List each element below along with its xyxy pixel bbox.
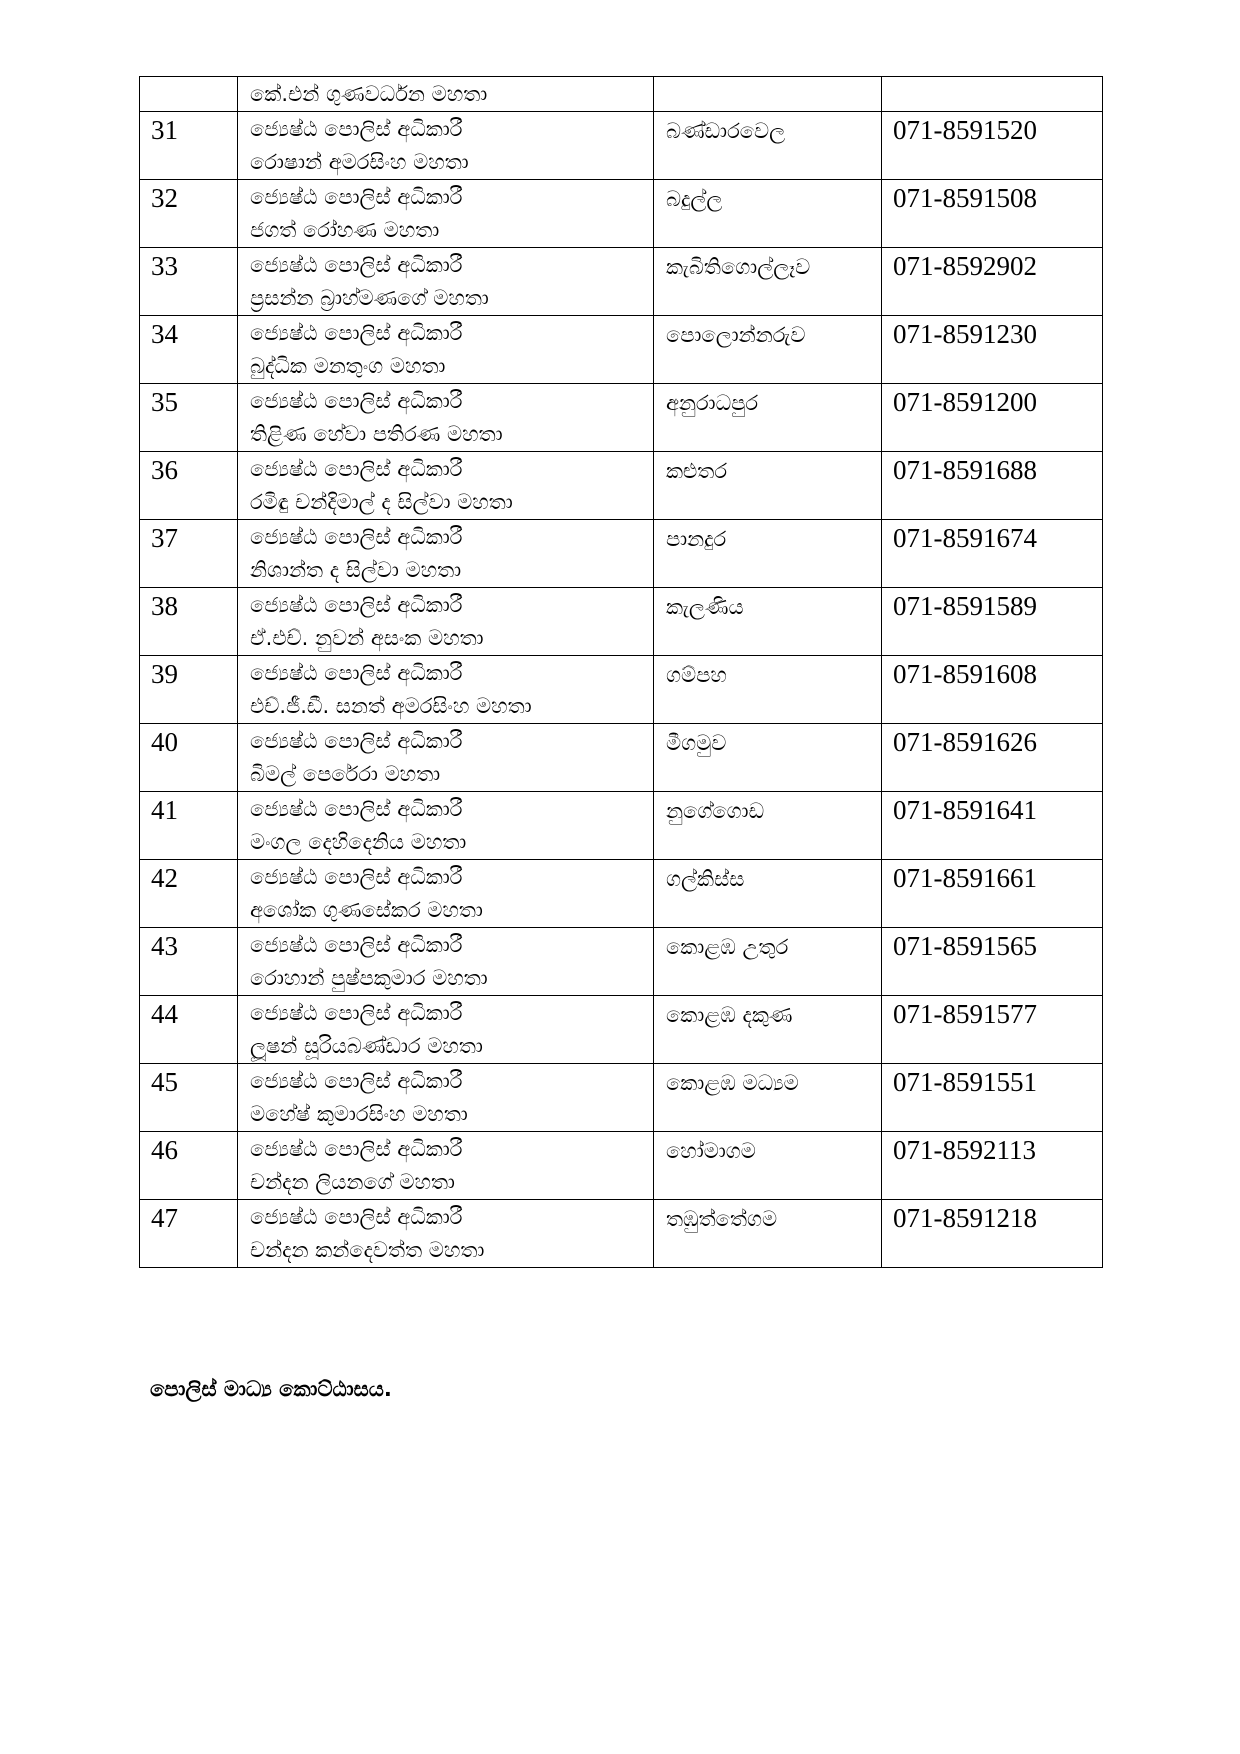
- phone-cell: [882, 588, 1103, 656]
- footer-signature: පොලිස් මාධ්‍ය කොට්ඨාසය.: [150, 1377, 392, 1401]
- phone-cell: [882, 452, 1103, 520]
- row-number-cell: [140, 316, 238, 384]
- table-row-continued: [140, 77, 1103, 112]
- officer-name-cell: [238, 520, 654, 588]
- row-number-cell: [140, 724, 238, 792]
- station-cell: [654, 792, 882, 860]
- row-number: 41: [151, 795, 178, 825]
- station-name: කැබිතිගොල්ලෑව: [666, 255, 811, 279]
- phone-cell: [882, 248, 1103, 316]
- row-number: 44: [151, 999, 178, 1029]
- phone-cell: [882, 77, 1103, 112]
- station-name: හෝමාගම: [666, 1139, 756, 1163]
- phone-number: 071-8591551: [893, 1067, 1037, 1097]
- row-number: 32: [151, 183, 178, 213]
- officer-rank: ජ්‍යෙෂ්ඨ පොලිස් අධිකාරී: [250, 389, 463, 413]
- row-number: 36: [151, 455, 178, 485]
- row-number: 38: [151, 591, 178, 621]
- officer-rank: ජ්‍යෙෂ්ඨ පොලිස් අධිකාරී: [250, 117, 463, 141]
- table-body: [140, 77, 1103, 1268]
- officer-name: ඒ.එච්. නුවන් අසංක මහතා: [250, 626, 484, 650]
- row-number-cell: [140, 860, 238, 928]
- station-cell: [654, 860, 882, 928]
- officer-name: රමිඳු චන්දිමාල් ද සිල්වා මහතා: [250, 490, 513, 514]
- phone-cell: [882, 1064, 1103, 1132]
- row-number: 40: [151, 727, 178, 757]
- officer-rank: ජ්‍යෙෂ්ඨ පොලිස් අධිකාරී: [250, 1205, 463, 1229]
- officer-name-cell: [238, 588, 654, 656]
- row-number-cell: [140, 384, 238, 452]
- station-name: මීගමුව: [666, 731, 727, 755]
- officer-rank: ජ්‍යෙෂ්ඨ පොලිස් අධිකාරී: [250, 729, 463, 753]
- row-number: 33: [151, 251, 178, 281]
- station-cell: [654, 1200, 882, 1268]
- row-number: 47: [151, 1203, 178, 1233]
- phone-cell: [882, 1132, 1103, 1200]
- phone-cell: [882, 1200, 1103, 1268]
- row-number-cell: [140, 452, 238, 520]
- row-number-cell: [140, 1064, 238, 1132]
- officer-rank: ජ්‍යෙෂ්ඨ පොලිස් අධිකාරී: [250, 797, 463, 821]
- phone-number: 071-8591589: [893, 591, 1037, 621]
- officer-name-cell: [238, 452, 654, 520]
- phone-cell: [882, 316, 1103, 384]
- officer-name-cell: [238, 724, 654, 792]
- officer-name-cell: [238, 180, 654, 248]
- row-number: 35: [151, 387, 178, 417]
- station-name: පානදුර: [666, 527, 727, 551]
- row-number: 39: [151, 659, 178, 689]
- station-cell: [654, 656, 882, 724]
- station-cell: [654, 384, 882, 452]
- station-name: ගල්කිස්ස: [666, 867, 745, 891]
- station-cell: [654, 452, 882, 520]
- row-number-cell: [140, 520, 238, 588]
- phone-cell: [882, 656, 1103, 724]
- officer-rank: ජ්‍යෙෂ්ඨ පොලිස් අධිකාරී: [250, 593, 463, 617]
- station-cell: [654, 928, 882, 996]
- row-number-cell: [140, 180, 238, 248]
- officer-name-cell: [238, 316, 654, 384]
- station-cell: [654, 588, 882, 656]
- station-name: කළුතර: [666, 459, 728, 483]
- officer-name: බිමල් පෙරේරා මහතා: [250, 762, 441, 786]
- phone-cell: [882, 792, 1103, 860]
- table-row: [140, 180, 1103, 248]
- officer-name: අශෝක ගුණසේකර මහතා: [250, 898, 483, 922]
- officer-name-cell: [238, 996, 654, 1064]
- officer-name-cell: [238, 1200, 654, 1268]
- officer-rank: ජ්‍යෙෂ්ඨ පොලිස් අධිකාරී: [250, 321, 463, 345]
- phone-number: 071-8591688: [893, 455, 1037, 485]
- officer-rank: ජ්‍යෙෂ්ඨ පොලිස් අධිකාරී: [250, 457, 463, 481]
- row-number-cell: [140, 792, 238, 860]
- station-name: පොලොන්නරුව: [666, 323, 806, 347]
- station-name: අනුරාධපුර: [666, 391, 759, 415]
- table-row: [140, 452, 1103, 520]
- officer-name-cell: [238, 77, 654, 112]
- officer-name-cell: [238, 1064, 654, 1132]
- officer-name: ජගත් රෝහණ මහතා: [250, 218, 440, 242]
- phone-number: 071-8591641: [893, 795, 1037, 825]
- officer-name-cell: [238, 928, 654, 996]
- row-number: 37: [151, 523, 178, 553]
- officer-name: චන්දන කන්දෙවත්ත මහතා: [250, 1238, 485, 1262]
- row-number-cell: [140, 112, 238, 180]
- officer-name: ප්‍රසන්න බ්‍රාහ්මණගේ මහතා: [250, 286, 489, 310]
- station-cell: [654, 248, 882, 316]
- phone-number: 071-8591674: [893, 523, 1037, 553]
- officer-name: මංගල දෙහිදෙනිය මහතා: [250, 830, 467, 854]
- officer-name: එච්.ජී.ඩී. සනත් අමරසිංහ මහතා: [250, 694, 532, 718]
- table-row: [140, 1064, 1103, 1132]
- table-row: [140, 724, 1103, 792]
- officer-name-cell: [238, 248, 654, 316]
- officer-rank: ජ්‍යෙෂ්ඨ පොලිස් අධිකාරී: [250, 865, 463, 889]
- row-number: 34: [151, 319, 178, 349]
- table-row: [140, 248, 1103, 316]
- station-cell: [654, 724, 882, 792]
- row-number-cell: [140, 656, 238, 724]
- officer-rank: ජ්‍යෙෂ්ඨ පොලිස් අධිකාරී: [250, 933, 463, 957]
- officer-rank: ජ්‍යෙෂ්ඨ පොලිස් අධිකාරී: [250, 253, 463, 277]
- station-cell: [654, 316, 882, 384]
- officer-name: චන්දන ලියනගේ මහතා: [250, 1170, 455, 1194]
- officer-rank: ජ්‍යෙෂ්ඨ පොලිස් අධිකාරී: [250, 1001, 463, 1025]
- station-name: බදුල්ල: [666, 187, 723, 211]
- phone-cell: [882, 996, 1103, 1064]
- phone-number: 071-8591626: [893, 727, 1037, 757]
- phone-number: 071-8591661: [893, 863, 1037, 893]
- table-row: [140, 996, 1103, 1064]
- phone-number: 071-8591608: [893, 659, 1037, 689]
- phone-cell: [882, 112, 1103, 180]
- officer-name-cell: [238, 860, 654, 928]
- table-row: [140, 928, 1103, 996]
- officer-name-cell: [238, 1132, 654, 1200]
- station-cell: [654, 112, 882, 180]
- phone-number: 071-8592113: [893, 1135, 1036, 1165]
- phone-number: 071-8591200: [893, 387, 1037, 417]
- row-number: 31: [151, 115, 178, 145]
- table-row: [140, 112, 1103, 180]
- table-row: [140, 860, 1103, 928]
- officer-name: රොෂාන් අමරසිංහ මහතා: [250, 150, 469, 174]
- phone-number: 071-8591508: [893, 183, 1037, 213]
- station-cell: [654, 996, 882, 1064]
- phone-cell: [882, 724, 1103, 792]
- phone-number: 071-8591577: [893, 999, 1037, 1029]
- station-name: කොළඹ දකුණ: [666, 1003, 793, 1027]
- phone-cell: [882, 928, 1103, 996]
- station-cell: [654, 1132, 882, 1200]
- row-number: 46: [151, 1135, 178, 1165]
- officer-name: තිළිණ හේවා පතිරණ මහතා: [250, 422, 503, 446]
- phone-number: 071-8591230: [893, 319, 1037, 349]
- officer-name-cell: [238, 792, 654, 860]
- officer-name: ලූෂන් සූරියබණ්ඩාර මහතා: [250, 1034, 483, 1058]
- row-number-cell: [140, 588, 238, 656]
- row-number-cell: [140, 996, 238, 1064]
- officer-name-cell: [238, 112, 654, 180]
- station-name: ගම්පහ: [666, 663, 727, 687]
- phone-number: 071-8591520: [893, 115, 1037, 145]
- officer-name: රොහාන් පුෂ්පකුමාර මහතා: [250, 966, 488, 990]
- table-row: [140, 1132, 1103, 1200]
- row-number-cell: [140, 1132, 238, 1200]
- station-cell: [654, 520, 882, 588]
- station-name: කැලණිය: [666, 595, 744, 619]
- officer-name-cell: [238, 384, 654, 452]
- station-cell: [654, 180, 882, 248]
- table-row: [140, 792, 1103, 860]
- phone-cell: [882, 384, 1103, 452]
- phone-cell: [882, 520, 1103, 588]
- station-name: බණ්ඩාරවෙල: [666, 119, 786, 143]
- officer-name: බුද්ධික මනතුංග මහතා: [250, 354, 446, 378]
- row-number-cell: [140, 928, 238, 996]
- officer-rank: ජ්‍යෙෂ්ඨ පොලිස් අධිකාරී: [250, 185, 463, 209]
- station-name: තඹුත්තේගම: [666, 1207, 778, 1231]
- table-row: [140, 656, 1103, 724]
- station-name: කොළඹ උතුර: [666, 935, 789, 959]
- table-row: [140, 520, 1103, 588]
- table-row: [140, 384, 1103, 452]
- row-number: 42: [151, 863, 178, 893]
- phone-number: 071-8592902: [893, 251, 1037, 281]
- row-number-cell: [140, 248, 238, 316]
- table-row: [140, 588, 1103, 656]
- row-number: 43: [151, 931, 178, 961]
- officer-name: කේ.එන් ගුණවර්ධන මහතා: [250, 82, 488, 106]
- row-number-cell: [140, 77, 238, 112]
- phone-cell: [882, 860, 1103, 928]
- officer-name-cell: [238, 656, 654, 724]
- row-number-cell: [140, 1200, 238, 1268]
- officer-name: මහේෂ් කුමාරසිංහ මහතා: [250, 1102, 468, 1126]
- station-name: කොළඹ මධ්‍යම: [666, 1071, 799, 1095]
- station-name: නුගේගොඩ: [666, 799, 765, 823]
- officer-rank: ජ්‍යෙෂ්ඨ පොලිස් අධිකාරී: [250, 1137, 463, 1161]
- officers-contact-table: [139, 76, 1103, 1268]
- table-row: [140, 1200, 1103, 1268]
- table-row: [140, 316, 1103, 384]
- station-cell: [654, 77, 882, 112]
- officer-rank: ජ්‍යෙෂ්ඨ පොලිස් අධිකාරී: [250, 661, 463, 685]
- phone-number: 071-8591565: [893, 931, 1037, 961]
- station-cell: [654, 1064, 882, 1132]
- phone-cell: [882, 180, 1103, 248]
- row-number: 45: [151, 1067, 178, 1097]
- officer-rank: ජ්‍යෙෂ්ඨ පොලිස් අධිකාරී: [250, 1069, 463, 1093]
- phone-number: 071-8591218: [893, 1203, 1037, 1233]
- officer-name: නිශාන්ත ද සිල්වා මහතා: [250, 558, 462, 582]
- officer-rank: ජ්‍යෙෂ්ඨ පොලිස් අධිකාරී: [250, 525, 463, 549]
